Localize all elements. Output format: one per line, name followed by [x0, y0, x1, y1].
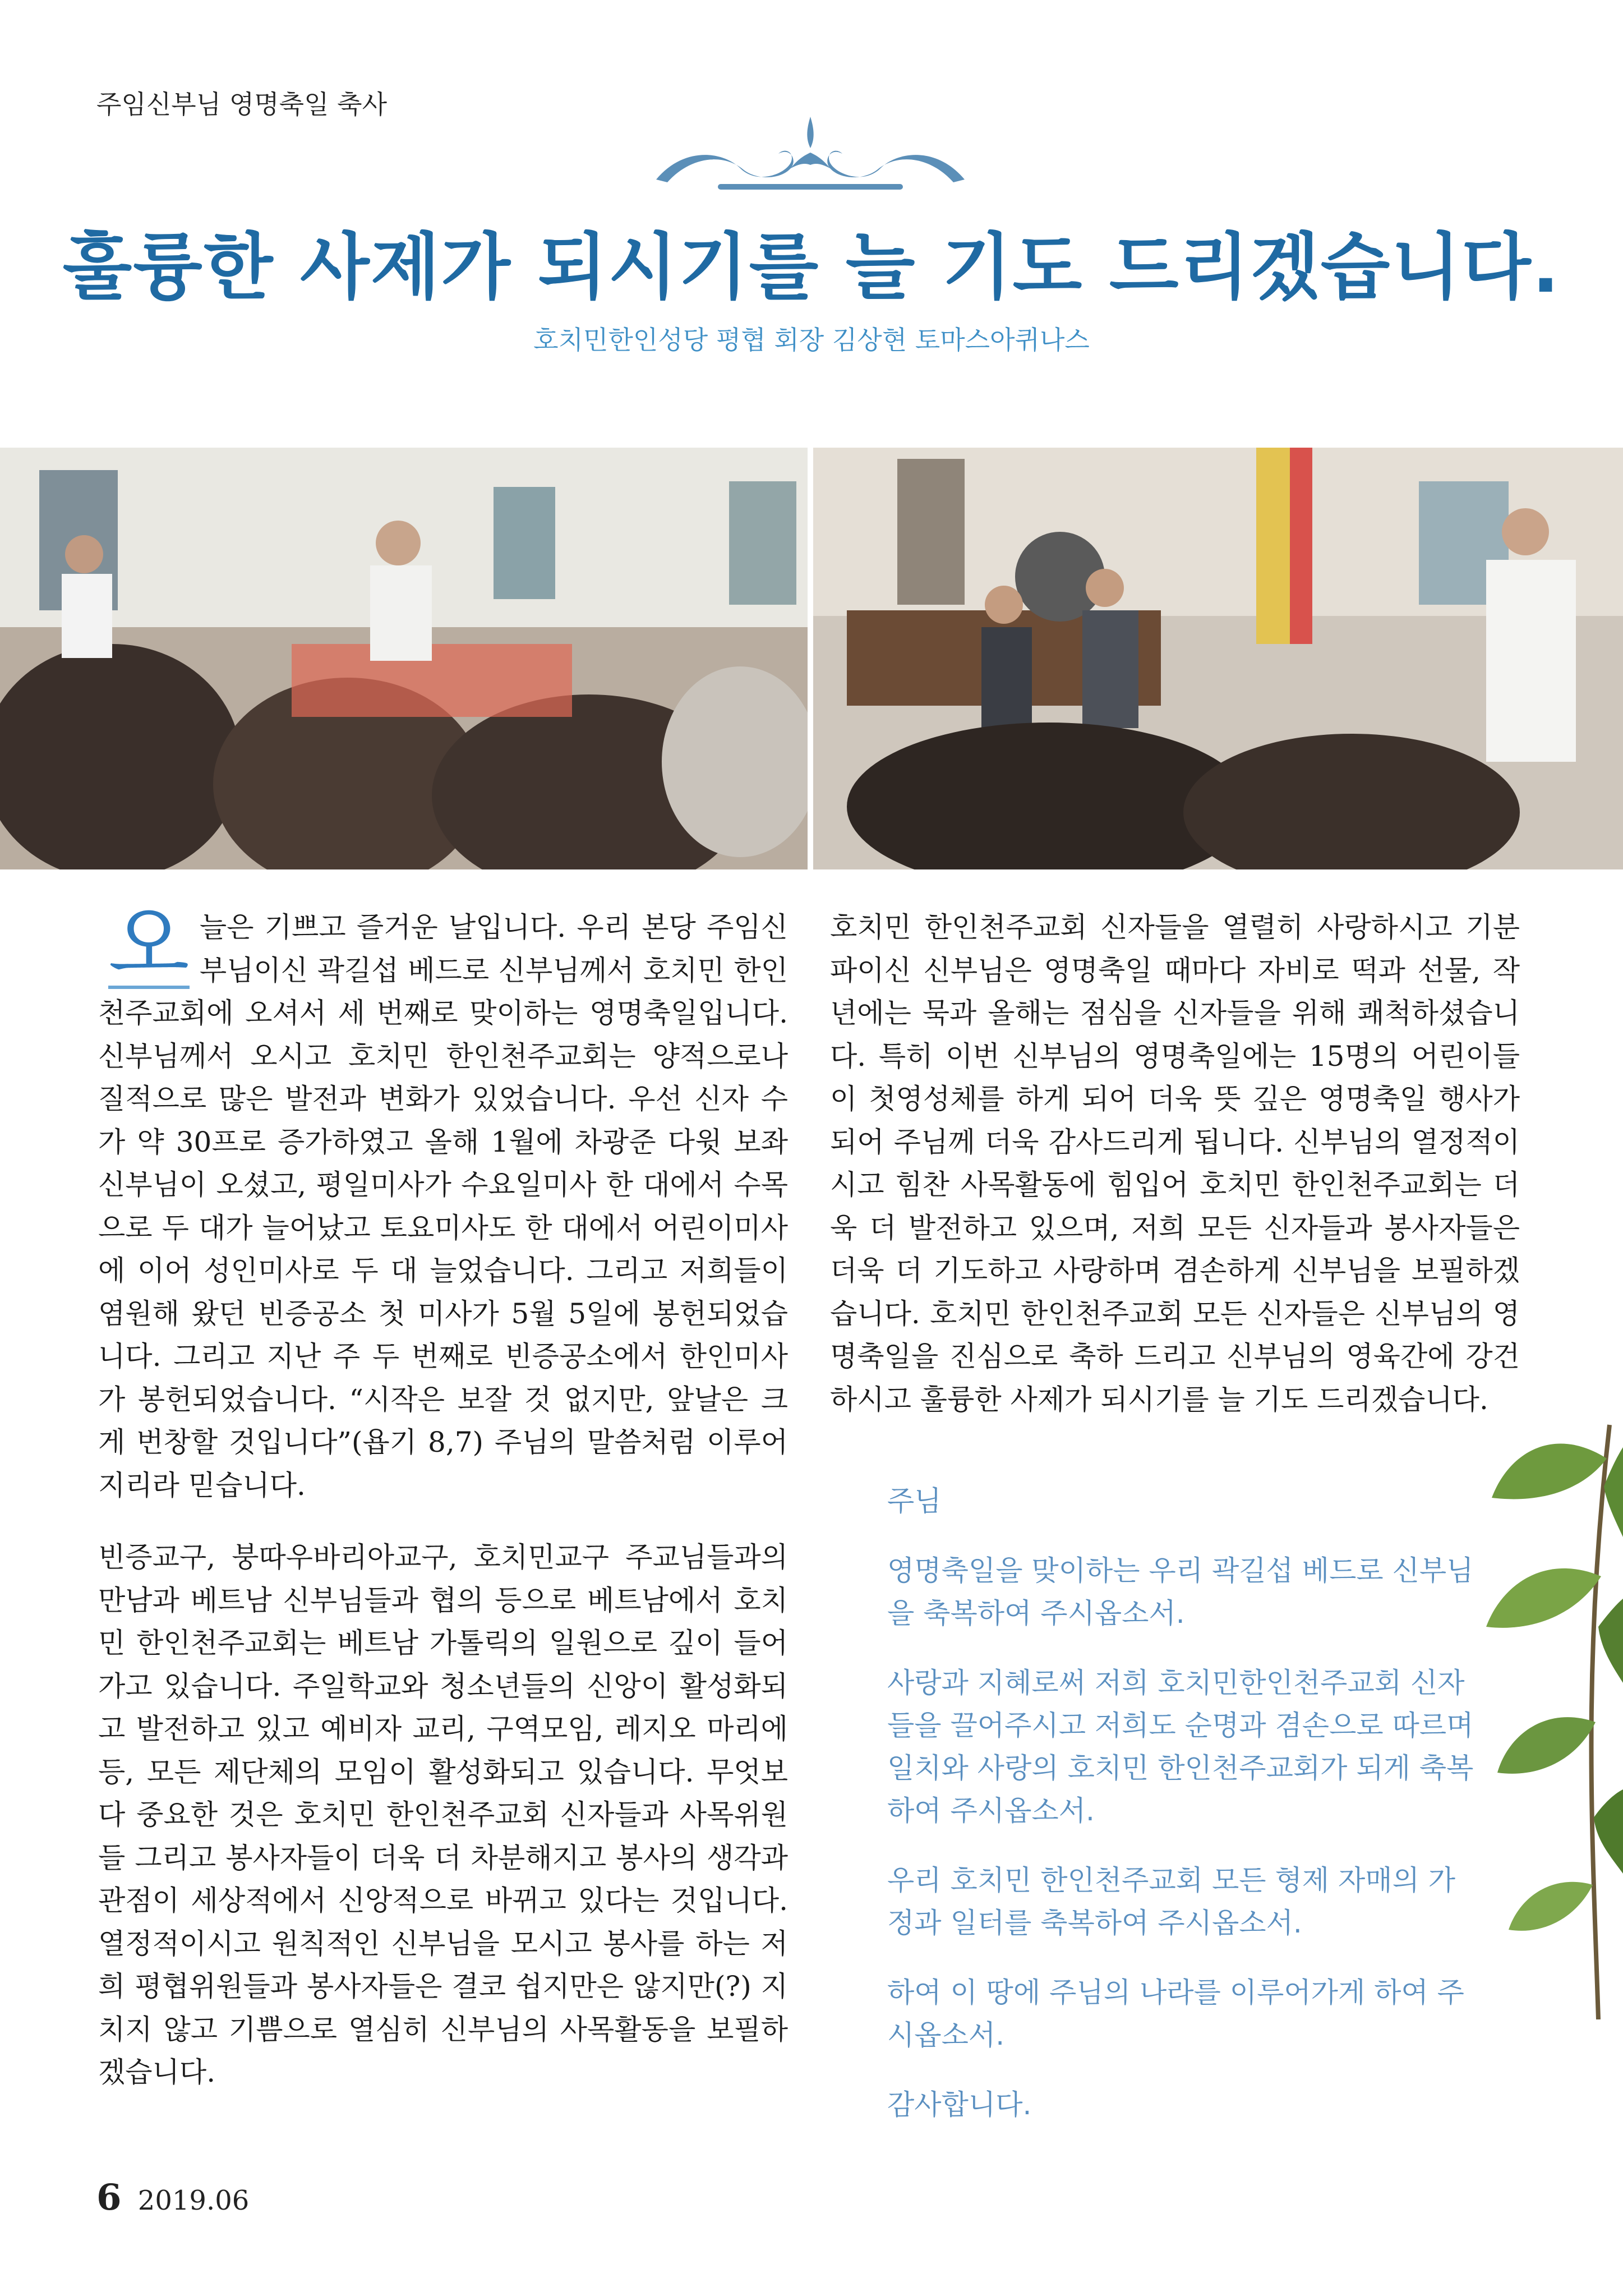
church-altar-ceremony-photo: [813, 448, 1623, 869]
paragraph-text: 늘은 기쁘고 즐거운 날입니다. 우리 본당 주임신부님이신 곽길섭 베드로 신부님께서 호치민 한인천주교회에 오셔서 세 번째로 맞이하는 영명축일입니다. 신부님께서 오시고 호치민 한인천주교회는 양적으로나 질적으로 많은 발전과 변화가 있었습니다. 우선 신자 수가 약 30프로 증가하였고 올해 1월에 차광준 다윗 보좌신부님이 오셨고, 평일미사가 수요일미사 한 대에서 수목으로 두 대가 늘어났고 토요미사도 한 대에서 어린이미사에 이어 성인미사로 두 대 늘었습니다. 그리고 저희들이 염원해 왔던 빈증공소 첫 미사가 5월 5일에 봉헌되었습니다. 그리고 지난 주 두 번째로 빈증공소에서 한인미사가 봉헌되었습니다. “시작은 보잘 것 없지만, 앞날은 크게 번창할 것입니다”(욥기 8,7) 주님의 말씀처럼 이루어지리라 믿습니다.: [98, 911, 788, 1502]
article-left-column: [98, 896, 788, 2094]
byline: 호치민한인성당 평협 회장 김상현 토마스아퀴나스: [533, 325, 1090, 355]
prayer-line: 하여 이 땅에 주님의 나라를 이루어가게 하여 주시옵소서.: [887, 1976, 1464, 2051]
article-paragraph: 빈증교구, 붕따우바리아교구, 호치민교구 주교님들과의 만남과 베트남 신부님들과 협의 등으로 베트남에서 호치민 한인천주교회는 베트남 가톨릭의 일원으로 깊이 들어가고 있습니다. 주일학교와 청소년들의 신앙이 활성화되고 발전하고 있고 예비자 교리, 구역모임, 레지오 마리에 등, 모든 제단체의 모임이 활성화되고 있습니다. 무엇보다 중요한 것은 호치민 한인천주교회 신자들과 사목위원들 그리고 봉사자들이 더욱 더 차분해지고 봉사의 생각과 관점이 세상적에서 신앙적으로 바뀌고 있다는 것입니다. 열정적이시고 원칙적인 신부님을 모시고 봉사를 하는 저희 평협위원들과 봉사자들은 결코 쉽지만은 않지만(?) 지치지 않고 기쁨으로 열심히 신부님의 사목활동을 보필하겠습니다.: [98, 1541, 788, 2088]
ornament-flourish-icon: [651, 112, 970, 196]
article-paragraph: 호치민 한인천주교회 신자들을 열렬히 사랑하시고 기분파이신 신부님은 영명축일 때마다 자비로 떡과 선물, 작년에는 묵과 올해는 점심을 신자들을 위해 쾌척하셨습니다. 특히 이번 신부님의 영명축일에는 15명의 어린이들이 첫영성체를 하게 되어 더욱 뜻 깊은 영명축일 행사가 되어 주님께 더욱 감사드리게 됩니다. 신부님의 열정적이시고 힘찬 사목활동에 힘입어 호치민 한인천주교회는 더욱 더 발전하고 있으며, 저희 모든 신자들과 봉사자들은 더욱 더 기도하고 사랑하며 겸손하게 신부님을 보필하겠습니다. 호치민 한인천주교회 모든 신자들은 신부님의 영명축일을 진심으로 축하 드리고 신부님의 영육간에 강건하시고 훌륭한 사제가 되시기를 늘 기도 드리겠습니다.: [830, 911, 1520, 1416]
plant-leaves-decoration: [1486, 1391, 1623, 2019]
page-title: 훌륭한 사제가 되시기를 늘 기도 드리겠습니다.: [62, 226, 1561, 309]
drop-cap: 오: [108, 896, 190, 993]
prayer-line: 사랑과 지혜로써 저희 호치민한인천주교회 신자들을 끌어주시고 저희도 순명과 겸손으로 따르며 일치와 사랑의 호치민 한인천주교회가 되게 축복하여 주시옵소서.: [887, 1667, 1474, 1827]
parish-feast-toast-photo: [0, 448, 808, 869]
prayer-line: 영명축일을 맞이하는 우리 곽길섭 베드로 신부님을 축복하여 주시옵소서.: [887, 1554, 1474, 1630]
prayer-block: [887, 1480, 1476, 2153]
prayer-line: 주님: [887, 1485, 942, 1517]
page-footer: [96, 2177, 249, 2219]
prayer-line: 감사합니다.: [887, 2088, 1032, 2121]
prayer-line: 우리 호치민 한인천주교회 모든 형제 자매의 가정과 일터를 축복하여 주시옵소서.: [887, 1864, 1456, 1939]
page-number: 6: [96, 2177, 122, 2219]
article-paragraph: [98, 896, 788, 1507]
section-label: 주임신부님 영명축일 축사: [96, 89, 388, 119]
article-right-column: [830, 906, 1520, 1421]
issue-date: 2019.06: [137, 2185, 250, 2216]
